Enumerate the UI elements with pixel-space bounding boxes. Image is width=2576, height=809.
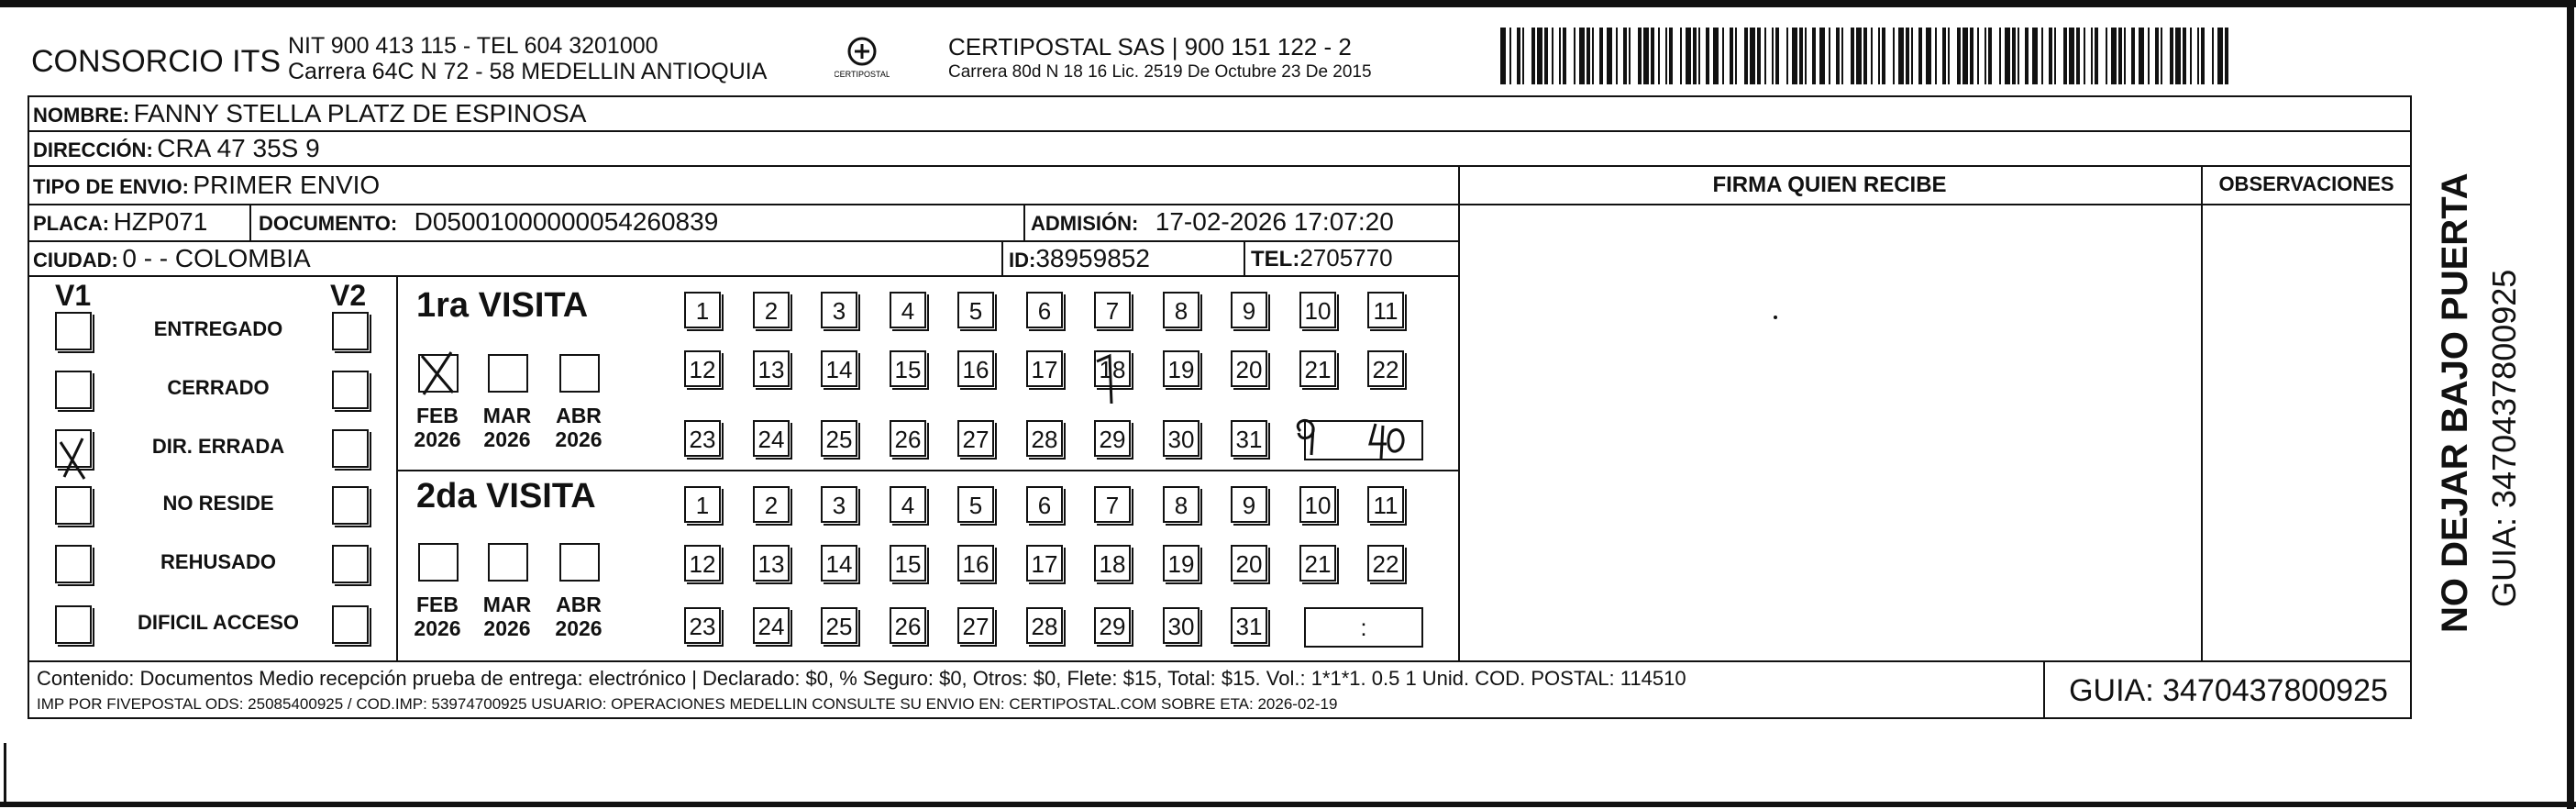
- month-label: FEB: [416, 404, 459, 427]
- day-box[interactable]: 30: [1163, 420, 1200, 457]
- day-box[interactable]: 15: [890, 350, 926, 387]
- admision-value: 17-02-2026 17:07:20: [1155, 207, 1394, 236]
- day-box[interactable]: 21: [1299, 545, 1336, 582]
- day-box[interactable]: 5: [957, 292, 994, 328]
- day-box[interactable]: 23: [684, 420, 721, 457]
- ciudad-label: CIUDAD:: [33, 249, 118, 272]
- observaciones-header: OBSERVACIONES: [2218, 172, 2394, 195]
- year-label: 2026: [555, 616, 603, 640]
- svg-text:CERTIPOSTAL: CERTIPOSTAL: [835, 70, 890, 79]
- day-box[interactable]: 12: [684, 545, 721, 582]
- company-nit: NIT 900 413 115 - TEL 604 3201000: [288, 33, 658, 59]
- day-box[interactable]: 10: [1299, 292, 1336, 328]
- day-box[interactable]: 26: [890, 420, 926, 457]
- first-visit-title: 1ra VISITA: [416, 286, 589, 325]
- admision-label: ADMISIÓN:: [1031, 212, 1139, 235]
- status-label: ENTREGADO: [153, 317, 283, 340]
- year-label: 2026: [483, 427, 531, 451]
- status-label: DIFICIL ACCESO: [137, 611, 299, 634]
- day-box[interactable]: 31: [1231, 420, 1267, 457]
- month-label: MAR: [482, 404, 532, 427]
- placa-label: PLACA:: [33, 212, 110, 235]
- status-label: NO RESIDE: [162, 492, 274, 515]
- day-box[interactable]: 9: [1231, 292, 1267, 328]
- day-box[interactable]: 12: [684, 350, 721, 387]
- footer-contenido: Contenido: Documentos Medio recepción prueba de entrega: electrónico | Declarado: $0, % Seguro: $0, Otros: $0, Flete: $15, Total: $15. Vol.: 1*1*1. 0.5 1 Unid. COD. POSTAL: 114510: [37, 667, 1686, 690]
- day-box[interactable]: 19: [1163, 545, 1200, 582]
- firma-header: FIRMA QUIEN RECIBE: [1712, 172, 1947, 197]
- day-box[interactable]: 13: [753, 350, 790, 387]
- documento-label: DOCUMENTO:: [259, 212, 398, 235]
- day-box[interactable]: 29: [1094, 420, 1131, 457]
- day-box[interactable]: 17: [1026, 545, 1063, 582]
- side-no-dejar: NO DEJAR BAJO PUERTA: [2435, 172, 2475, 633]
- year-label: 2026: [555, 427, 603, 451]
- day-box[interactable]: 24: [753, 607, 790, 644]
- company-name: CONSORCIO ITS: [31, 44, 282, 79]
- side-guia: GUIA: 3470437800925: [2485, 269, 2523, 607]
- direccion-label: DIRECCIÓN:: [33, 139, 153, 161]
- day-box[interactable]: 16: [957, 545, 994, 582]
- company-address: Carrera 64C N 72 - 58 MEDELLIN ANTIOQUIA: [288, 59, 768, 84]
- day-box[interactable]: 21: [1299, 350, 1336, 387]
- year-label: 2026: [414, 616, 461, 640]
- id-label: ID:: [1009, 249, 1036, 272]
- day-box[interactable]: 7: [1094, 486, 1131, 523]
- certipostal-address: Carrera 80d N 18 16 Lic. 2519 De Octubre 23 De 2015: [948, 62, 1372, 82]
- day-box[interactable]: 20: [1231, 350, 1267, 387]
- v2-label: V2: [330, 279, 367, 312]
- day-box[interactable]: 28: [1026, 420, 1063, 457]
- day-box[interactable]: 8: [1163, 486, 1200, 523]
- day-box[interactable]: 31: [1231, 607, 1267, 644]
- tipo-value: PRIMER ENVIO: [193, 171, 381, 199]
- day-box[interactable]: 24: [753, 420, 790, 457]
- day-box[interactable]: 16: [957, 350, 994, 387]
- day-box[interactable]: 3: [821, 292, 857, 328]
- day-box[interactable]: 1: [684, 486, 721, 523]
- month-label: ABR: [556, 593, 602, 616]
- nombre-value: FANNY STELLA PLATZ DE ESPINOSA: [133, 99, 587, 127]
- ciudad-value: 0 - - COLOMBIA: [122, 244, 311, 272]
- footer-guia: GUIA: 3470437800925: [2069, 673, 2388, 708]
- day-box[interactable]: 28: [1026, 607, 1063, 644]
- day-box[interactable]: 1: [684, 292, 721, 328]
- day-box[interactable]: 30: [1163, 607, 1200, 644]
- day-box[interactable]: 27: [957, 420, 994, 457]
- day-box[interactable]: 11: [1367, 486, 1404, 523]
- nombre-label: NOMBRE:: [33, 104, 130, 127]
- day-box[interactable]: 13: [753, 545, 790, 582]
- time-separator: :: [1360, 614, 1367, 641]
- day-box[interactable]: 17: [1026, 350, 1063, 387]
- month-label: ABR: [556, 404, 602, 427]
- direccion-value: CRA 47 35S 9: [157, 134, 320, 162]
- day-box[interactable]: 2: [753, 292, 790, 328]
- day-box[interactable]: 22: [1367, 350, 1404, 387]
- day-box[interactable]: 18: [1094, 545, 1131, 582]
- tel-label: TEL:: [1251, 247, 1300, 272]
- day-box[interactable]: 4: [890, 292, 926, 328]
- month-label: FEB: [416, 593, 459, 616]
- day-box[interactable]: 14: [821, 350, 857, 387]
- id-value: 38959852: [1035, 244, 1150, 272]
- day-box[interactable]: 29: [1094, 607, 1131, 644]
- day-box[interactable]: 22: [1367, 545, 1404, 582]
- documento-value: D05001000000054260839: [414, 207, 719, 236]
- year-label: 2026: [483, 616, 531, 640]
- day-box[interactable]: 10: [1299, 486, 1336, 523]
- second-visit-title: 2da VISITA: [416, 477, 596, 515]
- tipo-label: TIPO DE ENVIO:: [33, 175, 189, 198]
- day-box[interactable]: 25: [821, 420, 857, 457]
- status-label: CERRADO: [167, 376, 270, 399]
- day-box[interactable]: 7: [1094, 292, 1131, 328]
- placa-value: HZP071: [113, 207, 208, 236]
- v1-label: V1: [55, 279, 92, 312]
- day-box[interactable]: 19: [1163, 350, 1200, 387]
- day-box[interactable]: 27: [957, 607, 994, 644]
- month-label: MAR: [482, 593, 532, 616]
- day-box[interactable]: 2: [753, 486, 790, 523]
- day-box[interactable]: 8: [1163, 292, 1200, 328]
- certipostal-name: CERTIPOSTAL SAS | 900 151 122 - 2: [948, 33, 1352, 61]
- day-box[interactable]: 9: [1231, 486, 1267, 523]
- status-label: REHUSADO: [160, 550, 276, 573]
- day-box[interactable]: 6: [1026, 292, 1063, 328]
- status-label: DIR. ERRADA: [151, 435, 285, 458]
- day-box[interactable]: 4: [890, 486, 926, 523]
- day-box[interactable]: 20: [1231, 545, 1267, 582]
- day-box[interactable]: 15: [890, 545, 926, 582]
- day-box[interactable]: 5: [957, 486, 994, 523]
- day-box[interactable]: 6: [1026, 486, 1063, 523]
- day-box[interactable]: 25: [821, 607, 857, 644]
- day-box[interactable]: 23: [684, 607, 721, 644]
- day-box[interactable]: 26: [890, 607, 926, 644]
- footer-imp: IMP POR FIVEPOSTAL ODS: 25085400925 / COD.IMP: 53974700925 USUARIO: OPERACIONES MEDELLIN CONSULTE SU ENVIO EN: CERTIPOSTAL.COM SOBRE ETA: 2026-02-19: [37, 695, 1338, 713]
- tel-value: 2705770: [1299, 244, 1393, 272]
- day-box[interactable]: 14: [821, 545, 857, 582]
- day-box[interactable]: 18: [1094, 350, 1131, 387]
- year-label: 2026: [414, 427, 461, 451]
- day-box[interactable]: 11: [1367, 292, 1404, 328]
- day-box[interactable]: 3: [821, 486, 857, 523]
